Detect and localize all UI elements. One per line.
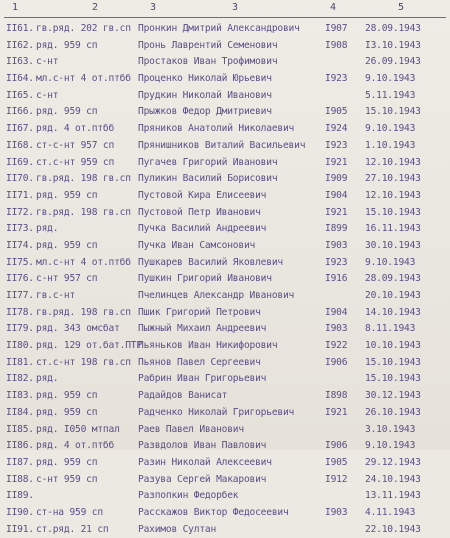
record-unit: ст.с-нт 198 гв.сп xyxy=(36,356,131,368)
record-unit: ст-с-нт 957 сп xyxy=(36,139,115,151)
record-unit: гв.с-нт xyxy=(36,290,76,301)
list-item xyxy=(0,321,450,338)
record-birth-year: I898 xyxy=(325,390,348,402)
list-item xyxy=(0,88,450,105)
record-number: II67. xyxy=(6,123,34,135)
record-unit: ст.ряд. 21 сп xyxy=(36,523,109,535)
record-number: II84. xyxy=(6,406,34,418)
record-number: II63. xyxy=(6,56,34,68)
record-unit: ряд. 959 сп xyxy=(36,239,98,251)
list-item xyxy=(0,138,450,155)
record-name: Разин Николай Алексеевич xyxy=(138,456,272,468)
record-unit: ряд. 959 сп xyxy=(36,39,98,51)
list-item xyxy=(0,338,450,355)
record-number: II86. xyxy=(6,440,34,452)
record-unit: мл.с-нт 4 от.птбб xyxy=(36,256,131,268)
record-birth-year: I921 xyxy=(325,206,348,218)
record-number: II65. xyxy=(6,89,34,101)
list-item xyxy=(0,21,450,38)
record-number: II91. xyxy=(6,523,34,535)
record-date: I3.10.1943 xyxy=(365,39,421,51)
record-birth-year: I923 xyxy=(325,139,348,151)
record-unit: гв.ряд. 198 гв.сп xyxy=(36,173,131,185)
header-col-5: 5 xyxy=(398,2,405,13)
record-birth-year: I906 xyxy=(325,356,348,368)
header-col-4: 4 xyxy=(330,2,337,13)
record-unit: ряд. 4 от.птбб xyxy=(36,440,115,452)
record-unit: ряд. 959 сп xyxy=(36,106,98,118)
record-name: Пронкин Дмитрий Александрович xyxy=(138,23,300,34)
record-name: Пуликин Василий Борисович xyxy=(138,173,278,185)
record-birth-year: I916 xyxy=(325,273,348,285)
record-number: II80. xyxy=(6,340,34,352)
record-date: 9.10.1943 xyxy=(365,123,416,135)
list-item xyxy=(0,271,450,288)
record-date: 15.10.1943 xyxy=(365,206,421,218)
record-date: 26.09.1943 xyxy=(365,56,421,68)
list-item xyxy=(0,522,450,538)
record-unit: ряд. 343 омсбат xyxy=(36,323,120,335)
record-number: II68. xyxy=(6,139,34,151)
record-name: Пьяньков Иван Никифорович xyxy=(138,340,278,352)
record-unit: ряд. 4 от.птбб xyxy=(36,123,115,135)
record-unit: ряд. xyxy=(36,223,59,235)
record-birth-year: I903 xyxy=(325,239,348,251)
record-number: II75. xyxy=(6,256,34,268)
record-name: Пугачев Григорий Иванович xyxy=(138,156,278,168)
column-header-row xyxy=(0,2,450,16)
record-date: 12.10.1943 xyxy=(365,156,421,168)
list-item xyxy=(0,455,450,472)
record-name: Расскажов Виктор Федосеевич xyxy=(138,506,289,518)
header-col-1: 1 xyxy=(12,2,19,13)
record-date: 15.10.1943 xyxy=(365,373,421,385)
record-birth-year: I924 xyxy=(325,123,348,135)
record-number: II73. xyxy=(6,223,34,235)
record-number: II61. xyxy=(6,23,34,34)
record-birth-year: I903 xyxy=(325,323,348,335)
list-item xyxy=(0,221,450,238)
list-item xyxy=(0,355,450,372)
record-number: II88. xyxy=(6,473,34,485)
record-name: Пучка Василий Андреевич xyxy=(138,223,267,235)
record-name: Пронь Лаврентий Семенович xyxy=(138,39,278,51)
record-date: 28.09.1943 xyxy=(365,23,421,34)
record-number: II76. xyxy=(6,273,34,285)
list-item xyxy=(0,305,450,322)
record-birth-year: I912 xyxy=(325,473,348,485)
record-name: Раев Павел Иванович xyxy=(138,423,244,435)
record-birth-year: I909 xyxy=(325,173,348,185)
record-date: 16.11.1943 xyxy=(365,223,421,235)
record-name: Пьянов Павел Сергеевич xyxy=(138,356,261,368)
record-name: Прудкин Николай Иванович xyxy=(138,89,272,101)
record-name: Разува Сергей Макарович xyxy=(138,473,267,485)
list-item xyxy=(0,71,450,88)
list-item xyxy=(0,255,450,272)
record-number: II71. xyxy=(6,189,34,201)
list-item xyxy=(0,188,450,205)
record-date: 3.10.1943 xyxy=(365,423,416,435)
header-divider xyxy=(4,17,446,18)
record-date: 14.10.1943 xyxy=(365,306,421,318)
record-date: 4.11.1943 xyxy=(365,506,416,518)
record-number: II64. xyxy=(6,73,34,85)
list-item xyxy=(0,405,450,422)
record-number: II66. xyxy=(6,106,34,118)
record-birth-year: I907 xyxy=(325,23,348,34)
list-item xyxy=(0,505,450,522)
record-date: 1.10.1943 xyxy=(365,139,416,151)
record-number: II74. xyxy=(6,239,34,251)
record-birth-year: I923 xyxy=(325,73,348,85)
record-name: Проценко Николай Юрьевич xyxy=(138,73,272,85)
record-name: Радченко Николай Григорьевич xyxy=(138,406,295,418)
list-item xyxy=(0,388,450,405)
record-birth-year: I899 xyxy=(325,223,348,235)
record-birth-year: I904 xyxy=(325,306,348,318)
record-date: 13.11.1943 xyxy=(365,490,421,502)
record-number: II72. xyxy=(6,206,34,218)
record-number: II77. xyxy=(6,290,34,301)
record-unit: ряд. 129 от.бат.ПТР xyxy=(36,340,142,352)
record-unit: гв.ряд. 198 гв.сп xyxy=(36,206,131,218)
list-item xyxy=(0,422,450,439)
record-date: 20.10.1943 xyxy=(365,290,421,301)
record-date: 28.09.1943 xyxy=(365,273,421,285)
record-date: 8.11.1943 xyxy=(365,323,416,335)
record-date: 15.10.1943 xyxy=(365,106,421,118)
record-birth-year: I905 xyxy=(325,456,348,468)
list-item xyxy=(0,238,450,255)
record-name: Рахимов Султан xyxy=(138,523,217,535)
record-number: II87. xyxy=(6,456,34,468)
record-name: Развдолов Иван Павлович xyxy=(138,440,267,452)
record-number: II69. xyxy=(6,156,34,168)
record-name: Прыжков Федор Дмитриевич xyxy=(138,106,272,118)
record-birth-year: I904 xyxy=(325,189,348,201)
record-birth-year: I921 xyxy=(325,406,348,418)
record-date: 12.10.1943 xyxy=(365,189,421,201)
record-unit: гв.ряд. 198 гв.сп xyxy=(36,306,131,318)
record-name: Пушкарев Василий Яковлевич xyxy=(138,256,283,268)
header-col-3a: 3 xyxy=(150,2,157,13)
record-unit: с-нт 959 сп xyxy=(36,473,98,485)
list-item xyxy=(0,54,450,71)
record-name: Простаков Иван Трофимович xyxy=(138,56,278,68)
record-name: Пряников Анатолий Николаевич xyxy=(138,123,295,135)
record-unit: ряд. 959 сп xyxy=(36,189,98,201)
record-number: II89. xyxy=(6,490,34,502)
record-birth-year: I908 xyxy=(325,39,348,51)
record-birth-year: I921 xyxy=(325,156,348,168)
record-name: Пушкин Григорий Иванович xyxy=(138,273,272,285)
record-number: II82. xyxy=(6,373,34,385)
list-item xyxy=(0,104,450,121)
record-date: 9.10.1943 xyxy=(365,256,416,268)
record-unit: ряд. 959 сп xyxy=(36,456,98,468)
list-item xyxy=(0,121,450,138)
record-unit: с-нт xyxy=(36,89,59,101)
list-item xyxy=(0,38,450,55)
record-date: 9.10.1943 xyxy=(365,440,416,452)
record-name: Рабрин Иван Григорьевич xyxy=(138,373,267,385)
list-item xyxy=(0,171,450,188)
record-name: Разпопкин Федорбек xyxy=(138,490,239,502)
record-name: Прянишников Виталий Васильевич xyxy=(138,139,306,151)
record-date: 9.10.1943 xyxy=(365,73,416,85)
record-unit: гв.ряд. 202 гв.сп xyxy=(36,23,131,34)
header-col-2: 2 xyxy=(92,2,99,13)
record-birth-year: I923 xyxy=(325,256,348,268)
record-date: 15.10.1943 xyxy=(365,356,421,368)
record-name: Пустовой Петр Иванович xyxy=(138,206,261,218)
list-item xyxy=(0,438,450,455)
record-number: II70. xyxy=(6,173,34,185)
list-item xyxy=(0,205,450,222)
record-name: Пыжный Михаил Андреевич xyxy=(138,323,267,335)
list-item xyxy=(0,155,450,172)
record-name: Пустовой Кира Елисеевич xyxy=(138,189,267,201)
record-date: 26.10.1943 xyxy=(365,406,421,418)
record-date: 10.10.1943 xyxy=(365,340,421,352)
record-date: 5.11.1943 xyxy=(365,89,416,101)
list-item xyxy=(0,488,450,505)
record-number: II90. xyxy=(6,506,34,518)
record-number: II85. xyxy=(6,423,34,435)
record-unit: ст.с-нт 959 сп xyxy=(36,156,115,168)
record-date: 24.10.1943 xyxy=(365,473,421,485)
record-unit: ряд. 959 сп xyxy=(36,390,98,402)
record-name: Пчелинцев Александр Иванович xyxy=(138,290,295,301)
record-unit: с-нт 957 сп xyxy=(36,273,98,285)
record-unit: мл.с-нт 4 от.птбб xyxy=(36,73,131,85)
record-unit: ст-на 959 сп xyxy=(36,506,103,518)
record-unit: ряд. xyxy=(36,373,59,385)
record-name: Радайдов Ванисат xyxy=(138,390,228,402)
record-name: Пшик Григорий Петрович xyxy=(138,306,261,318)
record-birth-year: I903 xyxy=(325,506,348,518)
record-name: Пучка Иван Самсонович xyxy=(138,239,256,251)
record-unit: ряд. I050 мтпал xyxy=(36,423,120,435)
list-item xyxy=(0,288,450,305)
record-unit: ряд. 959 сп xyxy=(36,406,98,418)
record-list xyxy=(0,21,450,538)
header-col-3b: 3 xyxy=(232,2,239,13)
record-date: 30.12.1943 xyxy=(365,390,421,402)
record-date: 22.10.1943 xyxy=(365,523,421,535)
record-date: 30.10.1943 xyxy=(365,239,421,251)
record-number: II81. xyxy=(6,356,34,368)
record-number: II79. xyxy=(6,323,34,335)
record-birth-year: I905 xyxy=(325,106,348,118)
record-birth-year: I906 xyxy=(325,440,348,452)
list-item xyxy=(0,371,450,388)
record-number: II62. xyxy=(6,39,34,51)
record-number: II78. xyxy=(6,306,34,318)
record-number: II83. xyxy=(6,390,34,402)
record-date: 29.12.1943 xyxy=(365,456,421,468)
record-unit: с-нт xyxy=(36,56,59,68)
list-item xyxy=(0,472,450,489)
record-birth-year: I922 xyxy=(325,340,348,352)
record-date: 27.10.1943 xyxy=(365,173,421,185)
